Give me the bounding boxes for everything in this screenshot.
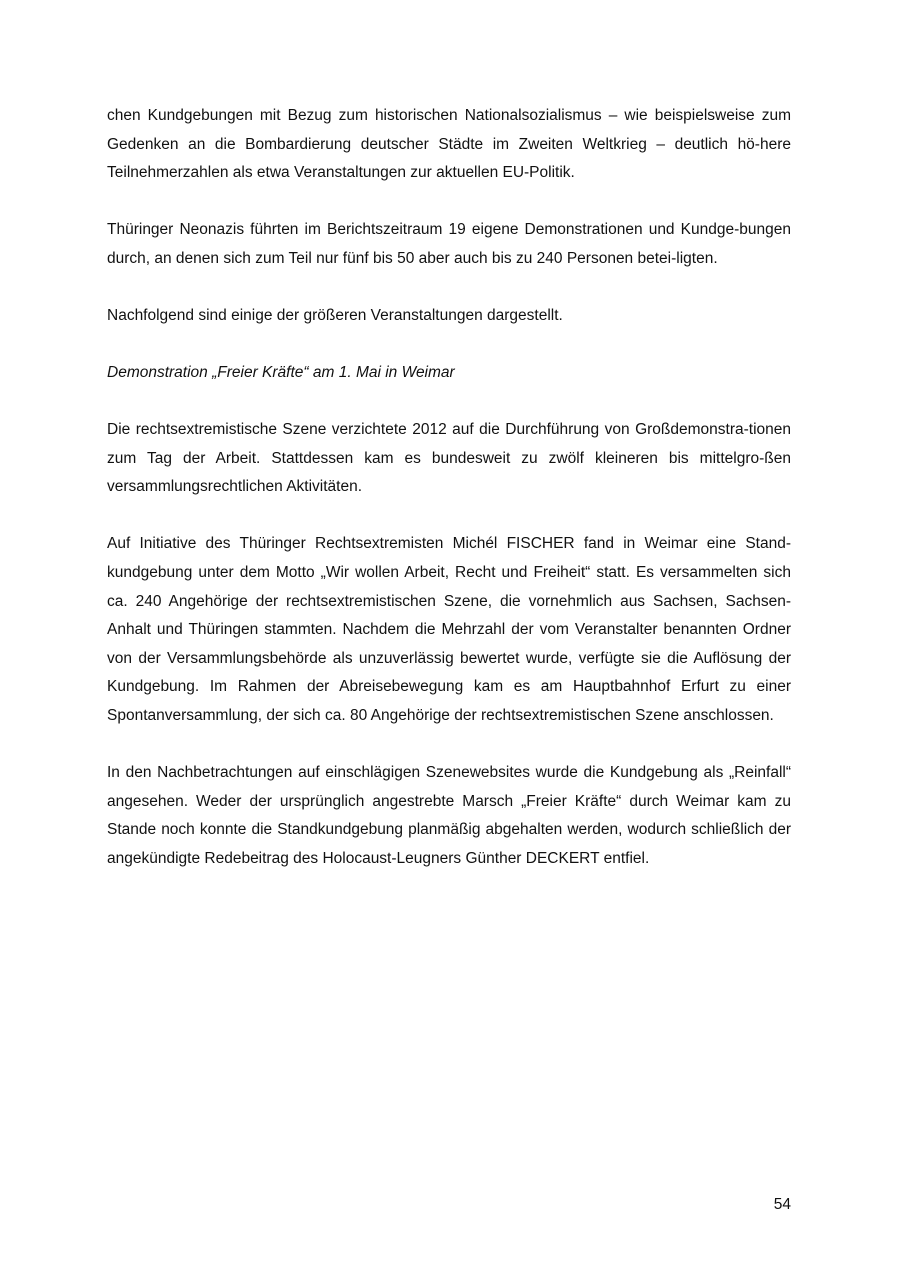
paragraph-weimar-rally: Auf Initiative des Thüringer Rechtsextremisten Michél FISCHER fand in Weimar eine Stand-kundgebung unter dem Motto „Wir wollen Arbeit, Recht und Freiheit“ statt. Es versammelten sich ca. 240 Angehörige der rechtsextremistischen Szene, die vornehmlich aus Sachsen, Sachsen-Anhalt und Thüringen stammten. Nachdem die Mehrzahl der vom Veranstalter benannten Ordner von der Versammlungsbehörde als unzuverlässig bewertet wurde, verfügte sie die Auflösung der Kundgebung. Im Rahmen der Abreisebewegung kam es am Hauptbahnhof Erfurt zu einer Spontanversammlung, der sich ca. 80 Angehörige der rechtsextremistischen Szene anschlossen.: [107, 535, 791, 724]
paragraph-nazi-commemoration: chen Kundgebungen mit Bezug zum historischen Nationalsozialismus – wie beispielsweise zum Gedenken an die Bombardierung deutscher Städte im Zweiten Weltkrieg – deutlich hö-here Teilnehmerzahlen als etwa Veranstaltungen zur aktuellen EU-Politik.: [107, 107, 791, 182]
section-heading: Demonstration „Freier Kräfte“ am 1. Mai in Weimar: [107, 364, 455, 382]
document-page: [107, 102, 791, 902]
page-number: 54: [773, 1196, 791, 1213]
paragraph-demonstration-count: Thüringer Neonazis führten im Berichtszeitraum 19 eigene Demonstrationen und Kundge-bungen durch, an denen sich zum Teil nur fünf bis 50 aber auch bis zu 240 Personen betei-ligten.: [107, 221, 791, 267]
paragraph-may-day-overview: Die rechtsextremistische Szene verzichtete 2012 auf die Durchführung von Großdemonstra-tionen zum Tag der Arbeit. Stattdessen kam es bundesweit zu zwölf kleineren bis mittelgro-ßen versammlungsrechtlichen Aktivitäten.: [107, 421, 791, 496]
paragraph-aftermath: In den Nachbetrachtungen auf einschlägigen Szenewebsites wurde die Kundgebung als „Reinfall“ angesehen. Weder der ursprünglich angestrebte Marsch „Freier Kräfte“ durch Weimar kam zu Stande noch konnte die Standkundgebung planmäßig abgehalten werden, wodurch schließlich der angekündigte Redebeitrag des Holocaust-Leugners Günther DECKERT entfiel.: [107, 764, 791, 867]
paragraph-intro-events: Nachfolgend sind einige der größeren Veranstaltungen dargestellt.: [107, 306, 563, 324]
